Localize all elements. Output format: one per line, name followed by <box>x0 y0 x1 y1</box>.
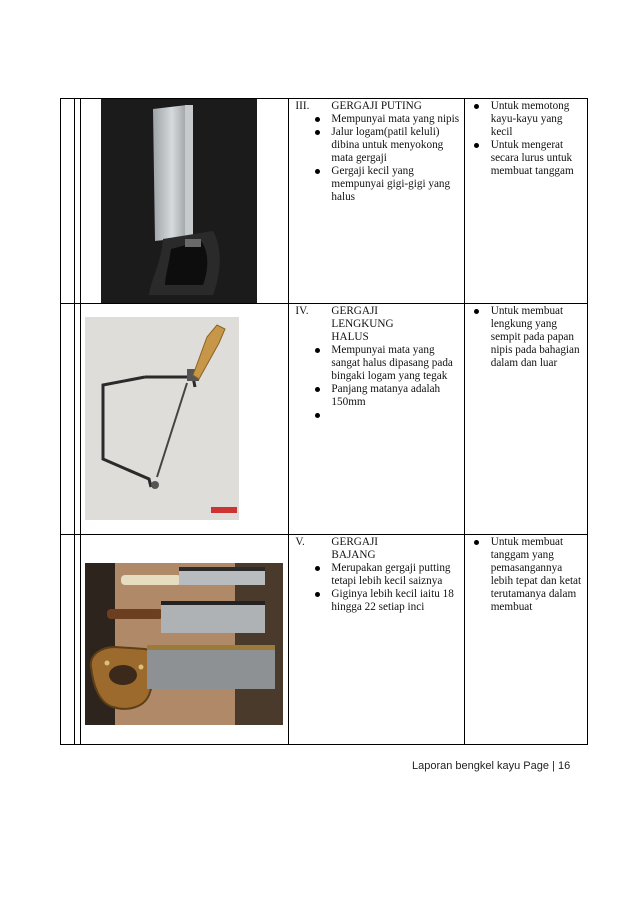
image-cell <box>81 535 289 745</box>
saw-title: GERGAJI PUTING <box>331 100 422 112</box>
row-numeral: IV. <box>295 305 309 317</box>
feature-item: Jalur logam(patil keluli) dibina untuk menyokong mata gergaji <box>293 126 459 165</box>
saw-title: GERGAJI BAJANG <box>331 536 379 561</box>
use-item: Untuk mengerat secara lurus untuk membuat tanggam <box>469 139 583 178</box>
table-row <box>61 535 588 745</box>
use-cell <box>464 99 587 304</box>
use-cell <box>464 304 587 535</box>
row-numeral: III. <box>295 100 310 112</box>
table-row <box>61 304 588 535</box>
blank-cell <box>61 535 75 745</box>
description-cell <box>289 535 464 745</box>
use-item: Untuk membuat tanggam yang pemasangannya lebih tepat dan ketat terutamanya dalam membuat <box>469 536 583 614</box>
use-item: Untuk membuat lengkung yang sempit pada papan nipis pada bahagian dalam dan luar <box>469 305 583 370</box>
page-footer: Laporan bengkel kayu Page | 16 <box>412 760 571 772</box>
use-item: Untuk memotong kayu-kayu yang kecil <box>469 100 583 139</box>
dovetail-saws-photo <box>85 563 283 725</box>
feature-item: Mempunyai mata yang sangat halus dipasang pada bingaki logam yang tegak <box>293 344 459 383</box>
row-numeral: V. <box>295 536 305 548</box>
feature-item: Gergaji kecil yang mempunyai gigi-gigi yang halus <box>293 165 459 204</box>
blank-cell <box>61 304 75 535</box>
coping-saw-photo <box>85 317 239 520</box>
feature-item: Merupakan gergaji putting tetapi lebih kecil saiznya <box>293 562 459 588</box>
saw-title: GERGAJI LENGKUNG HALUS <box>331 305 394 343</box>
feature-item: Panjang matanya adalah 150mm <box>293 383 459 409</box>
saw-table <box>60 98 588 745</box>
image-cell <box>81 99 289 304</box>
feature-item: Mempunyai mata yang nipis <box>293 113 459 126</box>
description-cell <box>289 304 464 535</box>
image-cell <box>81 304 289 535</box>
blank-cell <box>61 99 75 304</box>
tenon-saw-photo <box>101 99 257 303</box>
use-cell <box>464 535 587 745</box>
table-row <box>61 99 588 304</box>
feature-item: Giginya lebih kecil iaitu 18 hingga 22 setiap inci <box>293 588 459 614</box>
feature-item <box>293 409 459 422</box>
description-cell <box>289 99 464 304</box>
